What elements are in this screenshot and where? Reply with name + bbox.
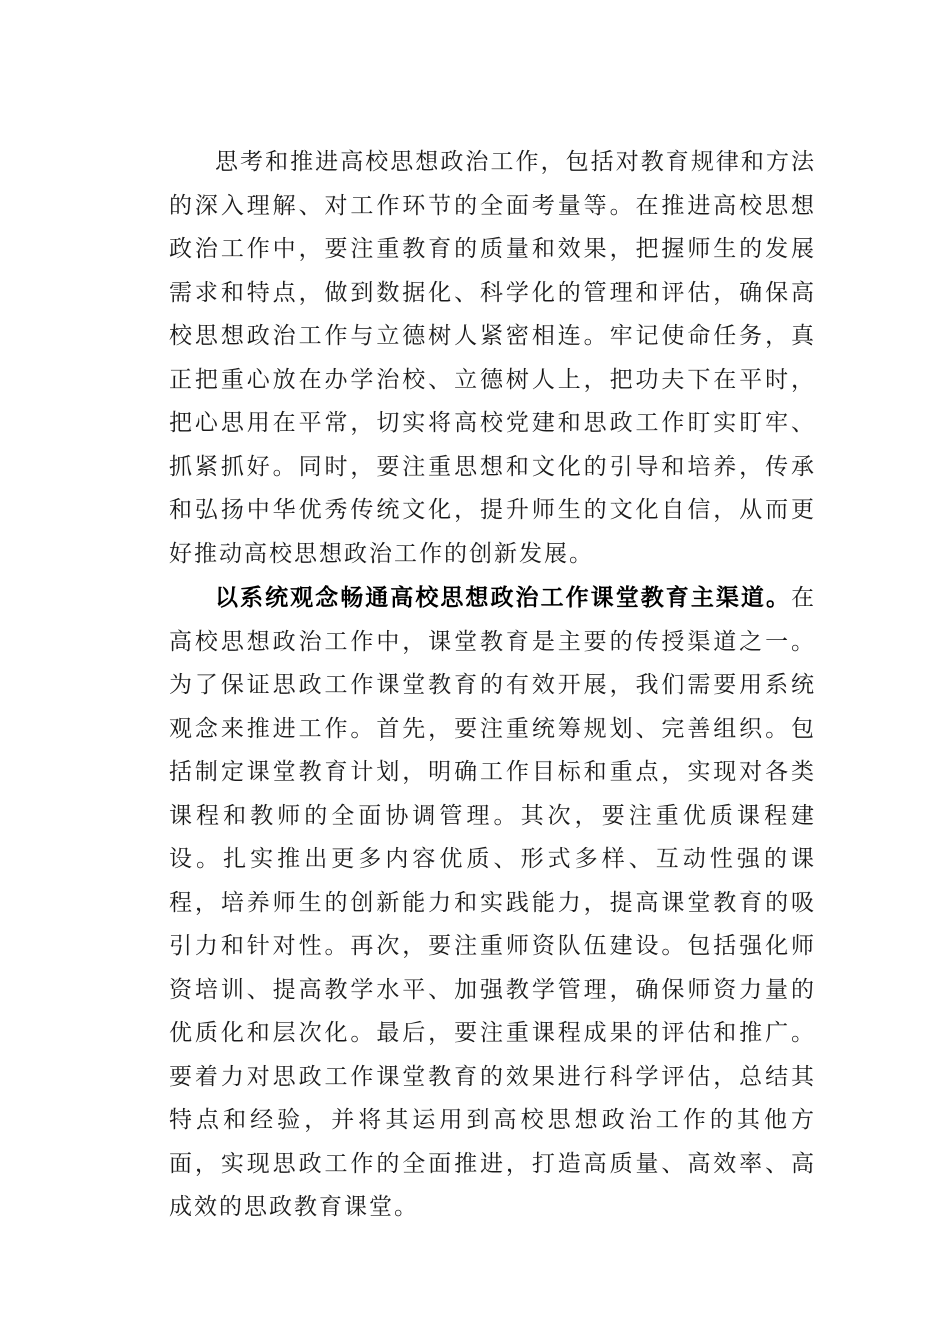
- paragraph-1: [169, 140, 816, 576]
- paragraph-2: [169, 576, 816, 1230]
- document-body: [169, 140, 816, 1230]
- paragraph-2-text: 在高校思想政治工作中，课堂教育是主要的传授渠道之一。为了保证思政工作课堂教育的有效开展，我们需要用系统观念来推进工作。首先，要注重统筹规划、完善组织。包括制定课堂教育计划，明确工作目标和重点，实现对各类课程和教师的全面协调管理。其次，要注重优质课程建设。扎实推出更多内容优质、形式多样、互动性强的课程，培养师生的创新能力和实践能力，提高课堂教育的吸引力和针对性。再次，要注重师资队伍建设。包括强化师资培训、提高教学水平、加强教学管理，确保师资力量的优质化和层次化。最后，要注重课程成果的评估和推广。要着力对思政工作课堂教育的效果进行科学评估，总结其特点和经验，并将其运用到高校思想政治工作的其他方面，实现思政工作的全面推进，打造高质量、高效率、高成效的思政教育课堂。: [169, 585, 816, 1220]
- paragraph-1-text: 思考和推进高校思想政治工作，包括对教育规律和方法的深入理解、对工作环节的全面考量等。在推进高校思想政治工作中，要注重教育的质量和效果，把握师生的发展需求和特点，做到数据化、科学化的管理和评估，确保高校思想政治工作与立德树人紧密相连。牢记使命任务，真正把重心放在办学治校、立德树人上，把功夫下在平时，把心思用在平常，切实将高校党建和思政工作盯实盯牢、抓紧抓好。同时，要注重思想和文化的引导和培养，传承和弘扬中华优秀传统文化，提升师生的文化自信，从而更好推动高校思想政治工作的创新发展。: [169, 149, 816, 567]
- paragraph-2-lead: 以系统观念畅通高校思想政治工作课堂教育主渠道。: [215, 584, 791, 611]
